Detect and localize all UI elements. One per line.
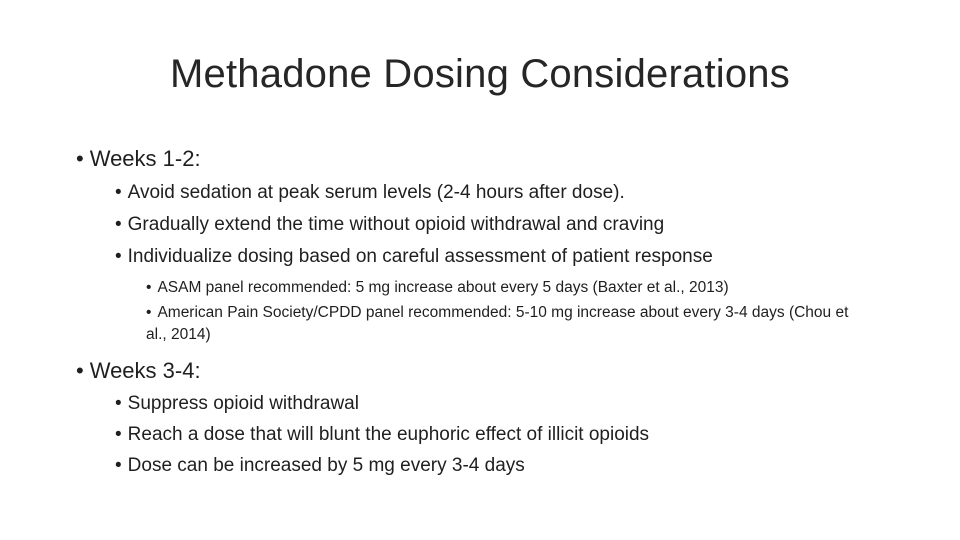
bullet-icon: •	[115, 393, 122, 414]
bullet-icon: •	[146, 304, 152, 321]
bullet-icon: •	[115, 214, 122, 235]
list-item-text: Gradually extend the time without opioid withdrawal and craving	[127, 214, 665, 235]
section-heading-weeks-3-4	[76, 358, 201, 384]
list-item-text: Individualize dosing based on careful assessment of patient response	[127, 246, 713, 267]
slide-title: Methadone Dosing Considerations	[170, 52, 790, 96]
bullet-icon: •	[76, 146, 84, 171]
sub-list-item-text: ASAM panel recommended: 5 mg increase about every 5 days (Baxter et al., 2013)	[157, 279, 729, 296]
bullet-icon: •	[115, 246, 122, 267]
list-item	[115, 182, 625, 204]
list-item	[115, 393, 359, 415]
list-item-text: Reach a dose that will blunt the euphoric effect of illicit opioids	[127, 424, 650, 445]
list-item-text: Avoid sedation at peak serum levels (2-4 hours after dose).	[127, 182, 625, 203]
bullet-icon: •	[115, 182, 122, 203]
sub-list-item	[146, 302, 861, 346]
list-item	[115, 455, 525, 477]
bullet-icon: •	[115, 455, 122, 476]
bullet-icon: •	[76, 358, 84, 383]
sub-list-item	[146, 277, 861, 299]
section-heading-weeks-1-2	[76, 146, 201, 172]
section-heading-text: Weeks 1-2:	[89, 146, 201, 171]
list-item	[115, 214, 664, 236]
list-item	[115, 424, 649, 446]
bullet-icon: •	[115, 424, 122, 445]
section-heading-text: Weeks 3-4:	[89, 358, 201, 383]
list-item-text: Dose can be increased by 5 mg every 3-4 days	[127, 455, 525, 476]
sub-list-item-text: American Pain Society/CPDD panel recommended: 5-10 mg increase about every 3-4 days (Chou et al., 2014)	[146, 304, 849, 343]
bullet-icon: •	[146, 279, 152, 296]
list-item-text: Suppress opioid withdrawal	[127, 393, 359, 414]
list-item	[115, 246, 713, 268]
